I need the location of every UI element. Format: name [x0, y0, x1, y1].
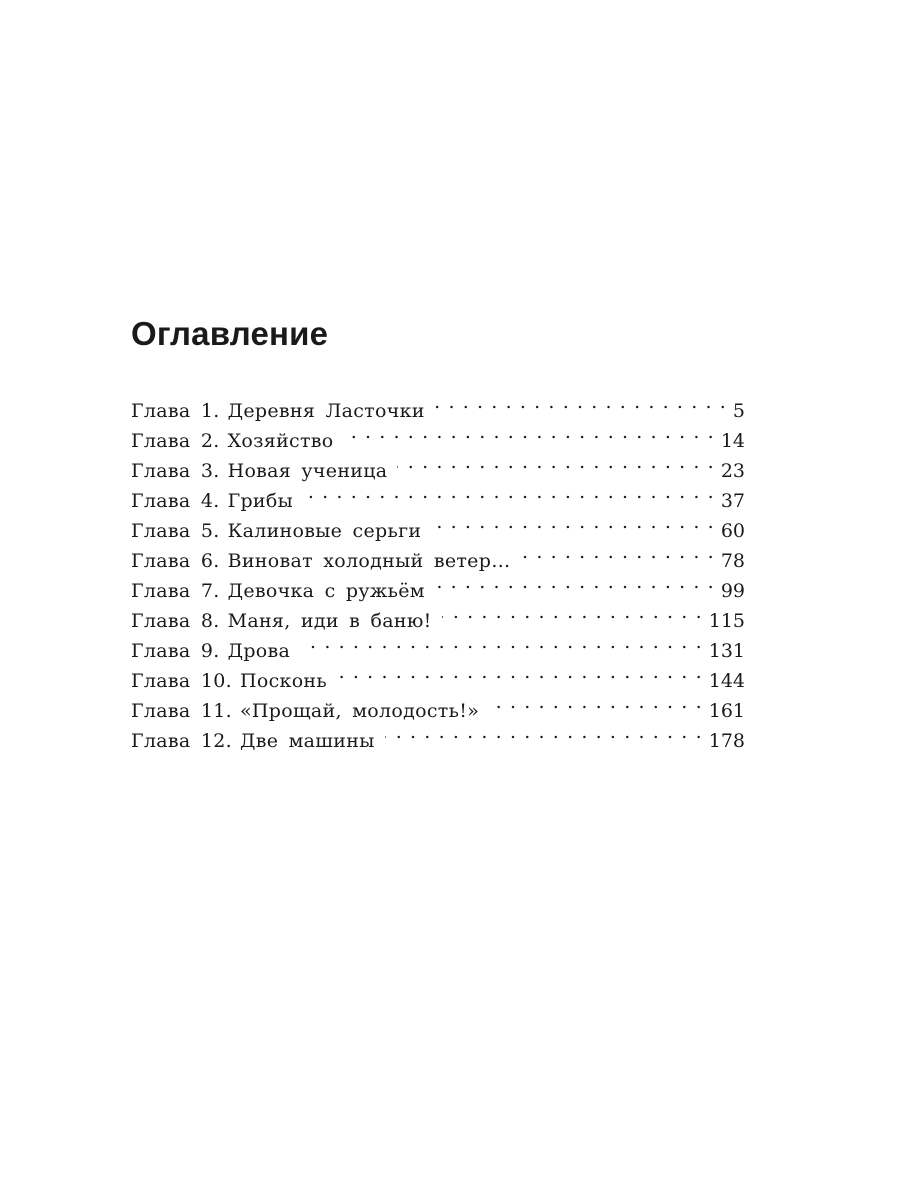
dot-leader — [303, 477, 715, 507]
chapter-title: Посконь — [239, 670, 328, 692]
dot-leader — [344, 417, 715, 447]
chapter-number: Глава 10. — [131, 670, 232, 692]
chapter-title: Грибы — [227, 490, 294, 512]
chapter-number: Глава 6. — [131, 550, 220, 572]
dot-leader — [435, 387, 727, 417]
chapter-title: Дрова — [227, 640, 291, 662]
chapter-number: Глава 11. — [131, 700, 232, 722]
chapter-title: Деревня Ласточки — [227, 400, 425, 422]
chapter-title: Две машины — [239, 730, 375, 752]
chapter-number: Глава 12. — [131, 730, 232, 752]
page-number: 144 — [708, 670, 745, 692]
dot-leader — [300, 627, 703, 657]
dot-leader — [521, 537, 715, 567]
chapter-number: Глава 2. — [131, 430, 220, 452]
page-number: 178 — [708, 730, 745, 752]
dot-leader — [397, 447, 714, 477]
page-number: 60 — [720, 520, 745, 542]
page-number: 14 — [720, 430, 745, 452]
chapter-title: Виноват холодный ветер… — [227, 550, 511, 572]
page-number: 115 — [708, 610, 745, 632]
chapter-title: Калиновые серьги — [227, 520, 422, 542]
chapter-number: Глава 8. — [131, 610, 220, 632]
table-of-contents — [131, 314, 745, 752]
chapter-number: Глава 1. — [131, 400, 220, 422]
chapter-number: Глава 9. — [131, 640, 220, 662]
chapter-number: Глава 3. — [131, 460, 220, 482]
chapter-title: Новая ученица — [227, 460, 388, 482]
chapter-number: Глава 5. — [131, 520, 220, 542]
page-number: 5 — [732, 400, 745, 422]
dot-leader — [435, 567, 715, 597]
chapter-number: Глава 7. — [131, 580, 220, 602]
chapter-title: Девочка с ружьём — [227, 580, 425, 602]
dot-leader — [489, 687, 703, 717]
page-number: 23 — [720, 460, 745, 482]
page-number: 161 — [708, 700, 745, 722]
dot-leader — [385, 717, 703, 747]
chapter-title: Маня, иди в баню! — [227, 610, 432, 632]
chapter-title: Хозяйство — [227, 430, 334, 452]
chapter-title: «Прощай, молодость!» — [239, 700, 480, 722]
page-number: 37 — [720, 490, 745, 512]
page-number: 131 — [708, 640, 745, 662]
toc-entry[interactable] — [131, 387, 745, 422]
chapter-number: Глава 4. — [131, 490, 220, 512]
dot-leader — [442, 597, 703, 627]
dot-leader — [431, 507, 714, 537]
toc-list — [131, 387, 745, 752]
page-number: 78 — [720, 550, 745, 572]
dot-leader — [337, 657, 703, 687]
toc-heading: Оглавление — [131, 315, 329, 352]
page-number: 99 — [720, 580, 745, 602]
